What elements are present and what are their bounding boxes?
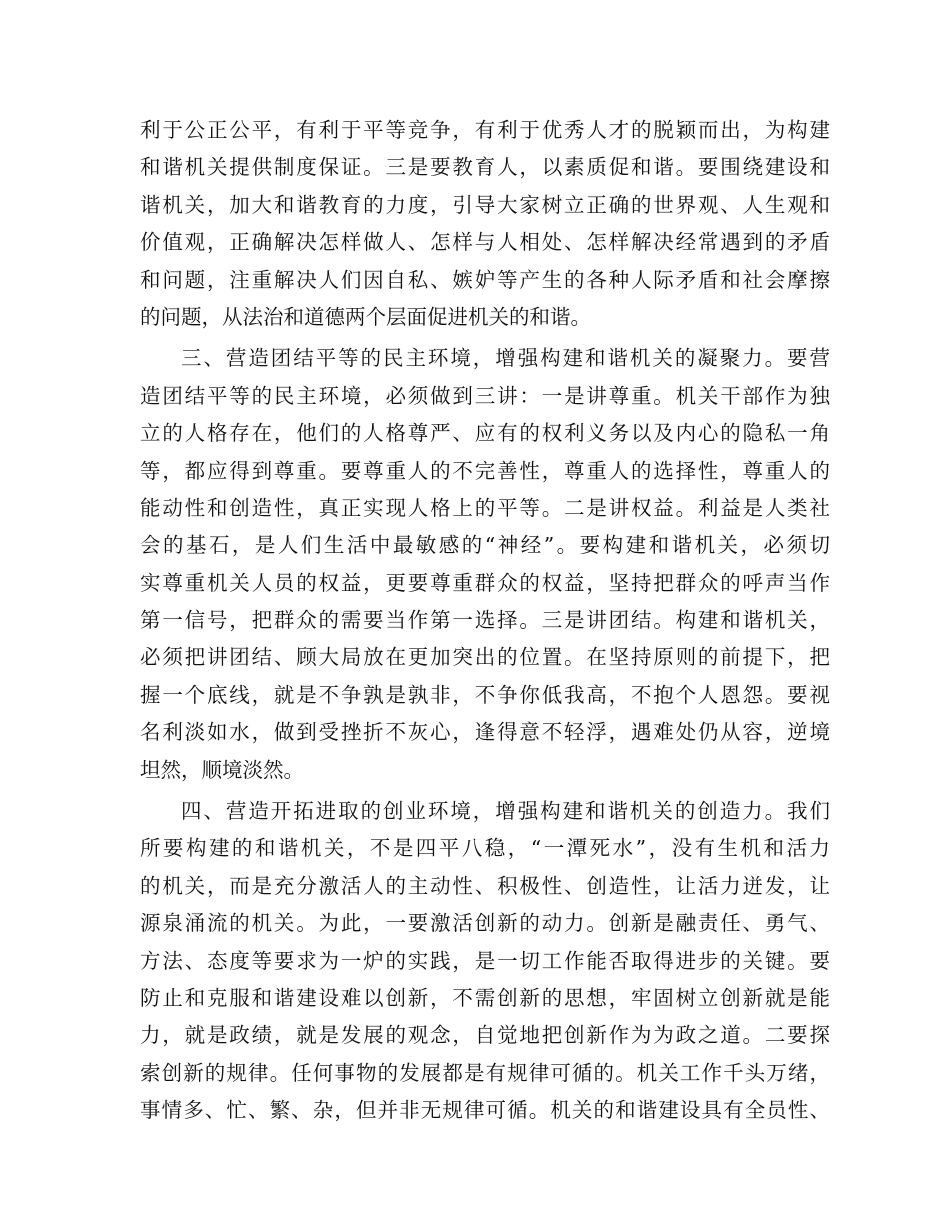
text-line: 事情多、忙、繁、杂，但并非无规律可循。机关的和谐建设具有全员性、 <box>140 1098 830 1123</box>
paragraph <box>140 340 830 789</box>
paragraph <box>140 112 830 336</box>
text-line: 谐机关，加大和谐教育的力度，引导大家树立正确的世界观、人生观和 <box>140 192 830 217</box>
text-line: 方法、态度等要求为一炉的实践，是一切工作能否取得进步的关键。要 <box>140 948 830 973</box>
text-line: 和谐机关提供制度保证。三是要教育人，以素质促和谐。要围绕建设和 <box>140 155 830 180</box>
text-line: 所要构建的和谐机关，不是四平八稳，“一潭死水”，没有生机和活力 <box>140 836 830 861</box>
text-line: 价值观，正确解决怎样做人、怎样与人相处、怎样解决经常遇到的矛盾 <box>140 230 830 255</box>
text-line: 索创新的规律。任何事物的发展都是有规律可循的。机关工作千头万绪， <box>140 1060 830 1085</box>
text-line: 等，都应得到尊重。要尊重人的不完善性，尊重人的选择性，尊重人的 <box>140 458 830 483</box>
text-line: 造团结平等的民主环境，必须做到三讲：一是讲尊重。机关干部作为独 <box>140 383 830 408</box>
text-line: 和问题，注重解决人们因自私、嫉妒等产生的各种人际矛盾和社会摩擦 <box>140 267 830 292</box>
text-line: 名利淡如水，做到受挫折不灰心，逢得意不轻浮，遇难处仍从容，逆境 <box>140 720 830 745</box>
paragraph <box>140 793 830 1130</box>
text-line: 会的基石，是人们生活中最敏感的“神经”。要构建和谐机关，必须切 <box>140 533 830 558</box>
text-line: 立的人格存在，他们的人格尊严、应有的权利义务以及内心的隐私一角 <box>140 421 830 446</box>
text-line: 握一个底线，就是不争孰是孰非，不争你低我高，不抱个人恩怨。要视 <box>140 682 830 707</box>
text-line: 实尊重机关人员的权益，更要尊重群众的权益，坚持把群众的呼声当作 <box>140 570 830 595</box>
text-line: 四、营造开拓进取的创业环境，增强构建和谐机关的创造力。我们 <box>181 799 830 824</box>
text-line: 必须把讲团结、顾大局放在更加突出的位置。在坚持原则的前提下，把 <box>140 645 830 670</box>
text-line: 力，就是政绩，就是发展的观念，自觉地把创新作为为政之道。二要探 <box>140 1023 830 1048</box>
text-line: 防止和克服和谐建设难以创新，不需创新的思想，牢固树立创新就是能 <box>140 985 830 1010</box>
document-body <box>140 112 830 1130</box>
text-line: 利于公正公平，有利于平等竞争，有利于优秀人才的脱颖而出，为构建 <box>140 118 830 142</box>
text-line: 第一信号，把群众的需要当作第一选择。三是讲团结。构建和谐机关， <box>140 608 830 633</box>
text-line: 的问题，从法治和道德两个层面促进机关的和谐。 <box>140 304 591 329</box>
text-line: 能动性和创造性，真正实现人格上的平等。二是讲权益。利益是人类社 <box>140 495 830 520</box>
text-line: 三、营造团结平等的民主环境，增强构建和谐机关的凝聚力。要营 <box>181 346 830 371</box>
text-line: 坦然，顺境淡然。 <box>140 757 304 782</box>
text-line: 源泉涌流的机关。为此，一要激活创新的动力。创新是融责任、勇气、 <box>140 911 830 936</box>
text-line: 的机关，而是充分激活人的主动性、积极性、创造性，让活力迸发，让 <box>140 873 830 898</box>
